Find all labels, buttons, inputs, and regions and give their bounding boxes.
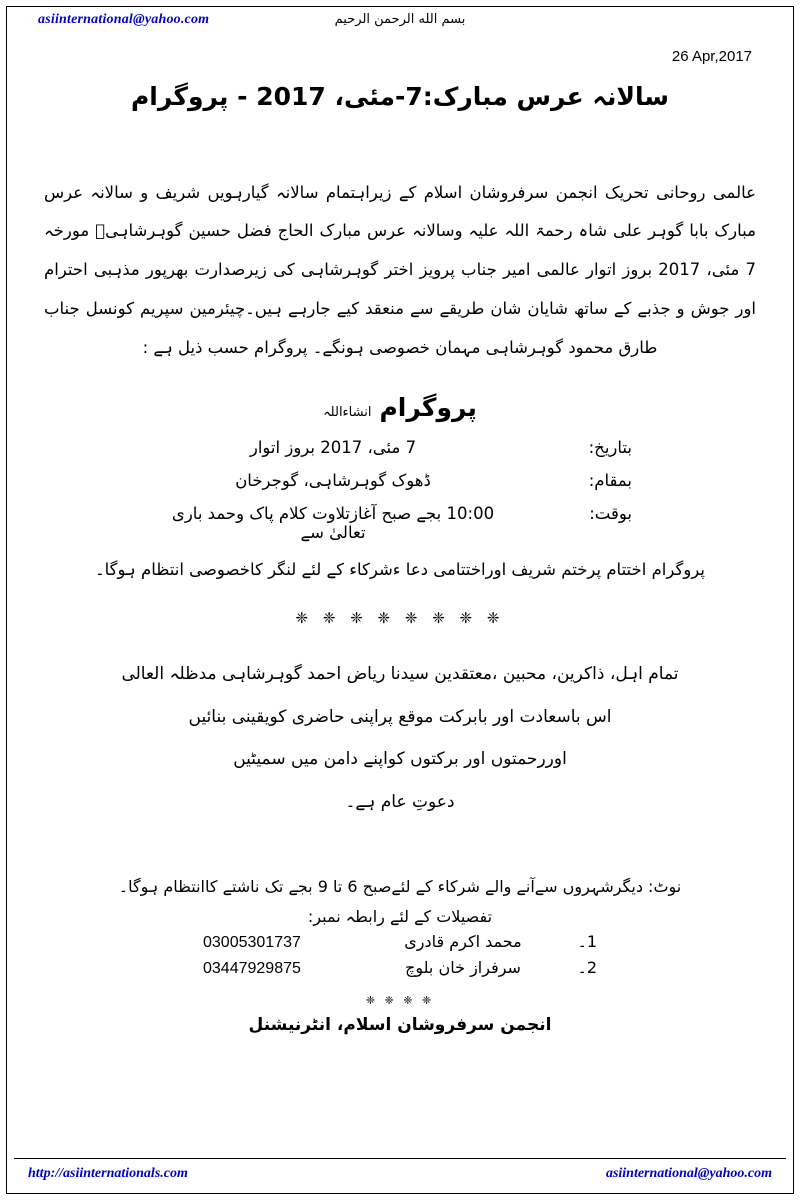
contact-name: محمد اکرم قادری (404, 931, 522, 951)
invitation-block (30, 653, 770, 823)
detail-value: 10:00 بجے صبح آغازتلاوت کلام پاک وحمد باری تعالیٰ سے (171, 504, 495, 543)
document-date: 26 Apr,2017 (671, 48, 752, 65)
page-title: سالانہ عرس مبارک:7-مئی، 2017 - پروگرام (130, 82, 670, 111)
intro-paragraph: عالمی روحانی تحریک انجمن سرفروشان اسلام کے زیراہتمام سالانہ گیارہویں شریف و سالانہ عرس مبارک بابا گوہر علی شاہ رحمۃ اللہ علیہ وسالانہ عرس مبارک الحاج فضل حسین گوہرشاہیؒ مورخہ 7 مئی، 2017 بروز اتوار عالمی امیر جناب پرویز اختر گوہرشاہی کی زیرصدارت بھرپور مذہبی احترام اور جوش و جذبے کے ساتھ شایان شان طریقے سے منعقد کیے جارہے ہیں۔چیئرمین سپریم کونسل جناب طارق محمود گوہرشاہی مہمان خصوصی ہونگے۔ پروگرام حسب ذیل ہے : (44, 182, 756, 357)
bismillah-text: بسم الله الرحمن الرحيم (334, 12, 466, 27)
contact-index: 2۔ (577, 957, 597, 977)
ornament-divider-small-icon: ❈ ❈ ❈ ❈ (365, 993, 435, 1007)
detail-row (30, 471, 770, 490)
note-text: نوٹ: دیگرشہروں سےآنے والے شرکاء کے لئےصبح 6 تا 9 بجے تک ناشتے کاانتظام ہوگا۔ (118, 877, 682, 897)
contact-list (30, 932, 770, 978)
detail-value: ڈھوک گوہرشاہی، گوجرخان (235, 471, 431, 491)
invitation-line: اس باسعادت اور بابرکت موقع پراپنی حاضری کویقینی بنائیں (188, 706, 612, 727)
list-item (30, 932, 770, 952)
document-content (14, 12, 786, 1188)
invitation-line: تمام اہل، ذاکرین، محبین ،معتقدین سیدنا ریاض احمد گوہرشاہی مدظلہ العالی (121, 664, 679, 685)
organization-name: انجمن سرفروشان اسلام، انٹرنیشنل (248, 1014, 552, 1035)
detail-label: بوقت: (589, 504, 632, 524)
footer-website-link[interactable]: http://asiinternationals.com (28, 1165, 188, 1181)
detail-label: بمقام: (588, 471, 632, 491)
program-heading-main: پروگرام (379, 393, 477, 423)
header-email[interactable]: asiinternational@yahoo.com (38, 12, 210, 27)
program-heading (30, 393, 770, 422)
contact-phone[interactable]: 03005301737 (203, 933, 301, 951)
top-row (30, 12, 770, 38)
contact-phone[interactable]: 03447929875 (203, 959, 301, 977)
detail-label: بتاریخ: (588, 438, 632, 458)
date-row (30, 48, 770, 72)
program-details (30, 438, 770, 579)
contact-title: تفصیلات کے لئے رابطہ نمبر: (307, 906, 493, 926)
contact-name: سرفراز خان بلوچ (405, 957, 521, 977)
invitation-line: اوررحمتوں اور برکتوں کواپنے دامن میں سمیٹیں (233, 749, 567, 770)
invitation-line: دعوتِ عام ہے۔ (345, 791, 455, 812)
footer-email[interactable]: asiinternational@yahoo.com (605, 1165, 772, 1181)
list-item (30, 958, 770, 978)
detail-row (30, 438, 770, 457)
contact-index: 1۔ (577, 931, 597, 951)
program-heading-sub: انشاءاللہ (323, 405, 372, 421)
detail-row (30, 504, 770, 542)
detail-colon (498, 504, 514, 523)
ornament-divider-icon: ❈ ❈ ❈ ❈ ❈ ❈ ❈ ❈ (295, 609, 505, 628)
detail-colon (498, 471, 514, 490)
program-closing-note: پروگرام اختتام پرختم شریف اوراختتامی دعا ءشرکاء کے لئے لنگر کاخصوصی انتظام ہوگا۔ (94, 560, 705, 580)
footer-bar (14, 1158, 786, 1188)
detail-value: 7 مئی، 2017 بروز اتوار (249, 438, 417, 458)
detail-colon (498, 438, 514, 457)
